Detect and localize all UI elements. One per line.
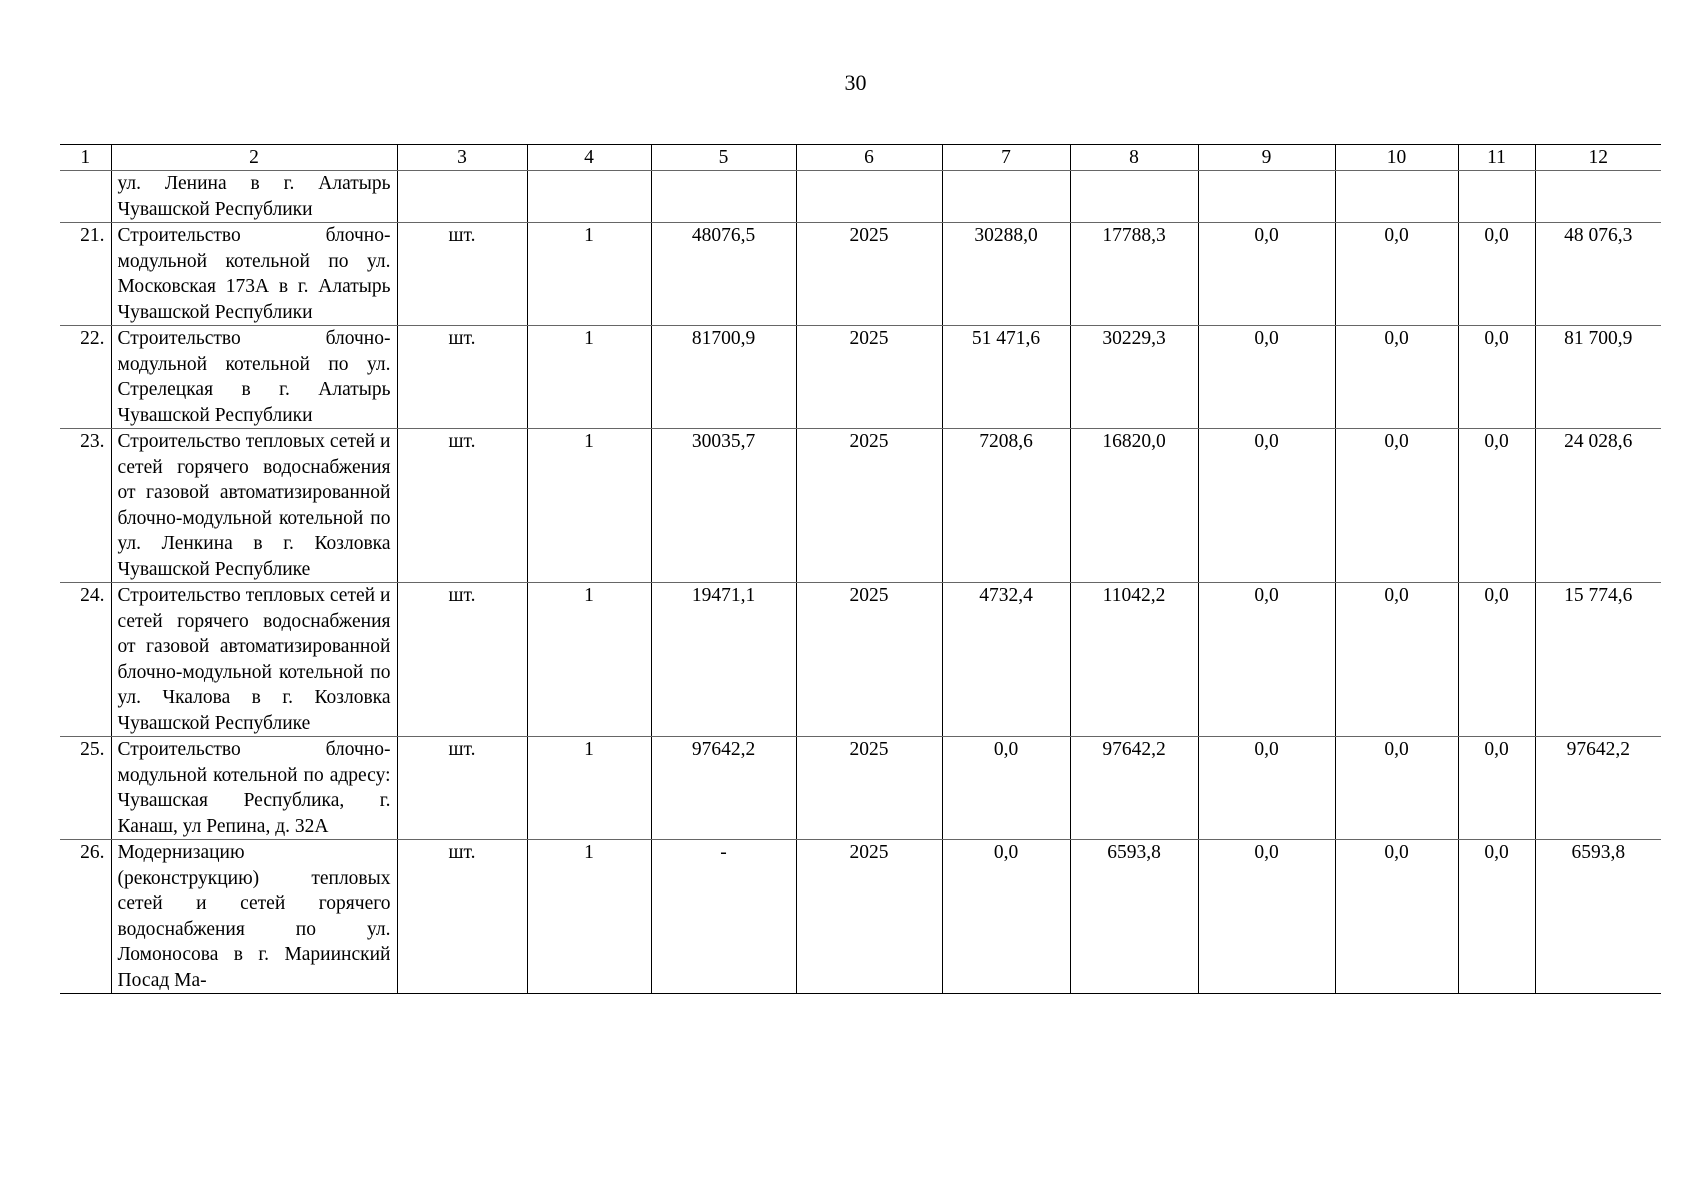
- total-cell: 24 028,6: [1535, 429, 1661, 583]
- funding-cell: 0,0: [1198, 583, 1335, 737]
- unit-cell: шт.: [397, 223, 527, 326]
- funding-cell: 0,0: [942, 737, 1070, 840]
- column-header: 3: [397, 145, 527, 171]
- total-cell: 97642,2: [1535, 737, 1661, 840]
- object-name: Строительство блочно-модульной котельной по адресу: Чувашская Республика, г. Канаш, ул Репина, д. 32А: [111, 737, 397, 840]
- funding-cell: 17788,3: [1070, 223, 1198, 326]
- object-name: Модернизацию (реконструкцию) тепловых сетей и сетей горячего водоснабжения по ул. Ломоносова в г. Мариинский Посад Ма-: [111, 840, 397, 994]
- column-header: 12: [1535, 145, 1661, 171]
- funding-cell: 0,0: [1458, 223, 1535, 326]
- funding-cell: 0,0: [1335, 429, 1458, 583]
- cost-cell: 30035,7: [651, 429, 796, 583]
- table-cell: [397, 171, 527, 223]
- funding-cell: 51 471,6: [942, 326, 1070, 429]
- table-cell: [527, 171, 651, 223]
- unit-cell: шт.: [397, 737, 527, 840]
- total-cell: 6593,8: [1535, 840, 1661, 994]
- object-name: Строительство тепловых сетей и сетей горячего водоснабжения от газовой автоматизированной блочно-модульной котельной по ул. Чкалова в г. Козловка Чувашской Республике: [111, 583, 397, 737]
- table-row: [60, 583, 1661, 737]
- funding-cell: 0,0: [1198, 840, 1335, 994]
- table-row: [60, 737, 1661, 840]
- funding-cell: 30288,0: [942, 223, 1070, 326]
- funding-cell: 30229,3: [1070, 326, 1198, 429]
- column-header: 11: [1458, 145, 1535, 171]
- object-name: Строительство тепловых сетей и сетей горячего водоснабжения от газовой автоматизированной блочно-модульной котельной по ул. Ленкина в г. Козловка Чувашской Республике: [111, 429, 397, 583]
- column-header: 9: [1198, 145, 1335, 171]
- funding-cell: 0,0: [942, 840, 1070, 994]
- table-cell: [651, 171, 796, 223]
- object-name: Строительство блочно-модульной котельной по ул. Стрелецкая в г. Алатырь Чувашской Республики: [111, 326, 397, 429]
- cost-cell: 19471,1: [651, 583, 796, 737]
- funding-cell: 0,0: [1335, 326, 1458, 429]
- quantity-cell: 1: [527, 840, 651, 994]
- funding-cell: 6593,8: [1070, 840, 1198, 994]
- table-row: [60, 326, 1661, 429]
- column-header: 5: [651, 145, 796, 171]
- funding-cell: 0,0: [1198, 737, 1335, 840]
- row-number: 24.: [60, 583, 111, 737]
- funding-cell: 0,0: [1458, 583, 1535, 737]
- funding-cell: 11042,2: [1070, 583, 1198, 737]
- row-number: 25.: [60, 737, 111, 840]
- year-cell: 2025: [796, 223, 942, 326]
- quantity-cell: 1: [527, 326, 651, 429]
- cost-cell: 97642,2: [651, 737, 796, 840]
- quantity-cell: 1: [527, 583, 651, 737]
- year-cell: 2025: [796, 583, 942, 737]
- table-row: [60, 429, 1661, 583]
- row-number: 23.: [60, 429, 111, 583]
- row-number: [60, 171, 111, 223]
- funding-cell: 0,0: [1458, 429, 1535, 583]
- continuation-row: [60, 171, 1661, 223]
- column-header: 2: [111, 145, 397, 171]
- table-cell: [1335, 171, 1458, 223]
- column-header: 4: [527, 145, 651, 171]
- row-number: 22.: [60, 326, 111, 429]
- quantity-cell: 1: [527, 429, 651, 583]
- year-cell: 2025: [796, 737, 942, 840]
- unit-cell: шт.: [397, 429, 527, 583]
- table-cell: [796, 171, 942, 223]
- funding-cell: 97642,2: [1070, 737, 1198, 840]
- funding-cell: 0,0: [1335, 840, 1458, 994]
- data-table: [60, 144, 1661, 994]
- column-header: 10: [1335, 145, 1458, 171]
- table-row: [60, 223, 1661, 326]
- table-cell: [942, 171, 1070, 223]
- table-row: [60, 840, 1661, 994]
- funding-cell: 0,0: [1458, 840, 1535, 994]
- total-cell: 48 076,3: [1535, 223, 1661, 326]
- column-header: 6: [796, 145, 942, 171]
- funding-cell: 0,0: [1335, 223, 1458, 326]
- total-cell: 15 774,6: [1535, 583, 1661, 737]
- quantity-cell: 1: [527, 737, 651, 840]
- cost-cell: -: [651, 840, 796, 994]
- row-number: 26.: [60, 840, 111, 994]
- object-name: Строительство блочно-модульной котельной по ул. Московская 173А в г. Алатырь Чувашской Республики: [111, 223, 397, 326]
- table-cell: [1458, 171, 1535, 223]
- funding-cell: 7208,6: [942, 429, 1070, 583]
- row-number: 21.: [60, 223, 111, 326]
- unit-cell: шт.: [397, 583, 527, 737]
- table-cell: [1535, 171, 1661, 223]
- quantity-cell: 1: [527, 223, 651, 326]
- cost-cell: 81700,9: [651, 326, 796, 429]
- column-header: 1: [60, 145, 111, 171]
- funding-cell: 16820,0: [1070, 429, 1198, 583]
- funding-cell: 0,0: [1198, 223, 1335, 326]
- header-row: [60, 145, 1661, 171]
- year-cell: 2025: [796, 429, 942, 583]
- funding-cell: 4732,4: [942, 583, 1070, 737]
- funding-cell: 0,0: [1458, 737, 1535, 840]
- page-number: 30: [844, 70, 867, 95]
- total-cell: 81 700,9: [1535, 326, 1661, 429]
- year-cell: 2025: [796, 326, 942, 429]
- funding-cell: 0,0: [1198, 429, 1335, 583]
- unit-cell: шт.: [397, 840, 527, 994]
- cost-cell: 48076,5: [651, 223, 796, 326]
- funding-cell: 0,0: [1335, 737, 1458, 840]
- table-cell: [1070, 171, 1198, 223]
- column-header: 8: [1070, 145, 1198, 171]
- year-cell: 2025: [796, 840, 942, 994]
- funding-cell: 0,0: [1335, 583, 1458, 737]
- table-cell: [1198, 171, 1335, 223]
- column-header: 7: [942, 145, 1070, 171]
- funding-cell: 0,0: [1458, 326, 1535, 429]
- unit-cell: шт.: [397, 326, 527, 429]
- object-name: ул. Ленина в г. Алатырь Чувашской Республики: [111, 171, 397, 223]
- funding-cell: 0,0: [1198, 326, 1335, 429]
